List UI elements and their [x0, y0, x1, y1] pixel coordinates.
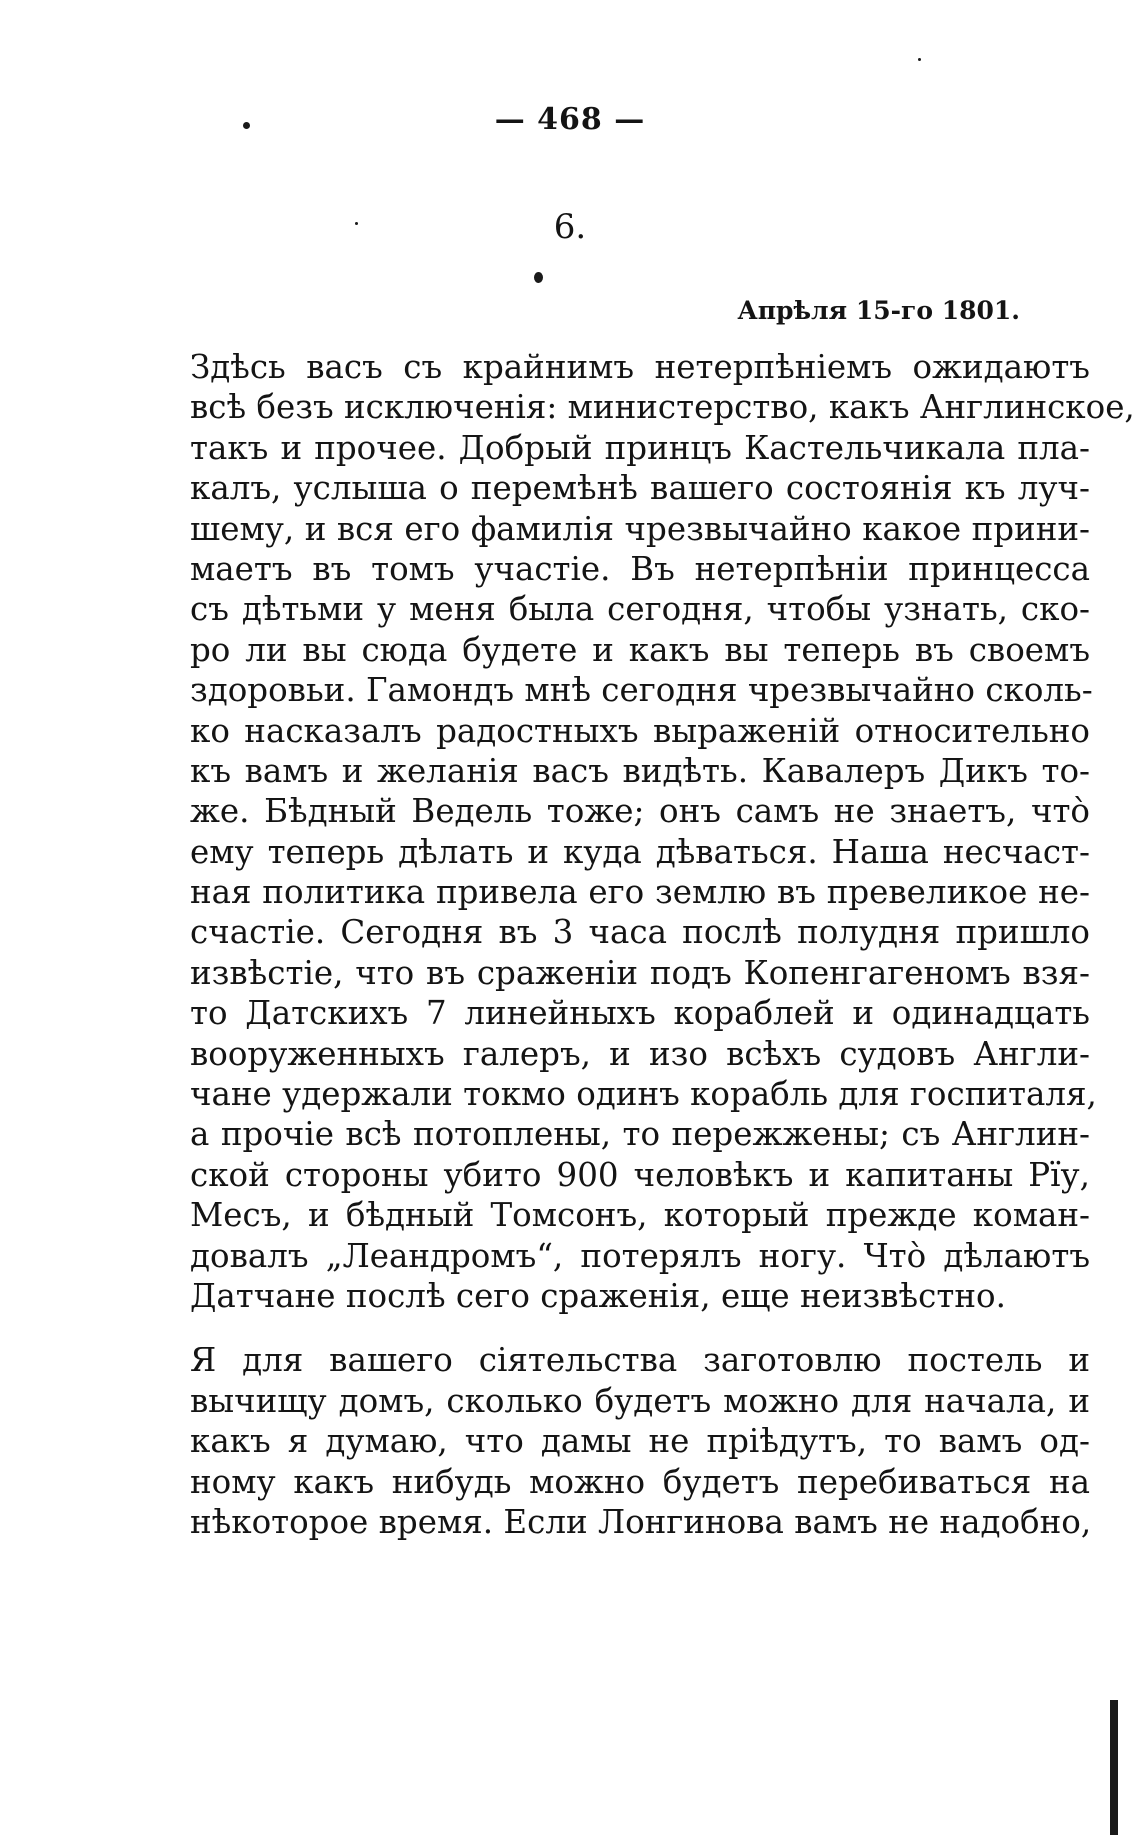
text-line: нѣкоторое время. Если Лонгинова вамъ не надобно, — [190, 1502, 1092, 1541]
text-line: здоровьи. Гамондъ мнѣ сегодня чрезвычайно сколь- — [190, 671, 1093, 710]
text-line: довалъ „Леандромъ“, потерялъ ногу. Что̀ дѣлаютъ — [190, 1236, 1090, 1275]
scan-speck — [918, 58, 921, 61]
text-line: вычищу домъ, сколько будетъ можно для начала, и — [190, 1381, 1090, 1420]
text-line: Месъ, и бѣдный Томсонъ, который прежде коман- — [190, 1196, 1090, 1235]
paragraph-gap — [190, 1316, 1090, 1340]
letter-number: 6. — [553, 207, 587, 247]
text-line: ная политика привела его землю въ превеликое не- — [190, 873, 1090, 912]
text-line: такъ и прочее. Добрый принцъ Кастельчикала пла- — [190, 428, 1090, 467]
text-line: Я для вашего сіятельства заготовлю постель и — [190, 1341, 1090, 1380]
text-line: вооруженныхъ галеръ, и изо всѣхъ судовъ Англи- — [190, 1034, 1090, 1073]
page-number: — 468 — — [494, 102, 646, 137]
letter-date: Апрѣля 15-го 1801. — [737, 296, 1020, 325]
text-line: а прочіе всѣ потоплены, то пережжены; съ Англин- — [190, 1115, 1090, 1154]
text-line: Здѣсь васъ съ крайнимъ нетерпѣніемъ ожидаютъ — [190, 348, 1090, 386]
scan-speck — [243, 122, 250, 129]
text-line: извѣстіе, что въ сраженіи подъ Копенгагеномъ взя- — [190, 953, 1090, 992]
text-line: ному какъ нибудь можно будетъ перебиваться на — [190, 1462, 1090, 1501]
text-line: съ дѣтьми у меня была сегодня, чтобы узнать, ско- — [190, 590, 1090, 629]
text-line: же. Бѣдный Ведель тоже; онъ самъ не знаетъ, что̀ — [190, 792, 1090, 831]
text-line: къ вамъ и желанія васъ видѣть. Кавалеръ Дикъ то- — [190, 751, 1090, 790]
paragraph-1 — [190, 347, 1135, 1316]
text-line: ко насказалъ радостныхъ выраженій относительно — [190, 711, 1090, 750]
text-line: ро ли вы сюда будете и какъ вы теперь въ своемъ — [190, 630, 1090, 669]
scan-speck — [534, 272, 543, 283]
text-line: счастіе. Сегодня въ 3 часа послѣ полудня пришло — [190, 913, 1090, 952]
text-line: ему теперь дѣлать и куда дѣваться. Наша несчаст- — [190, 832, 1090, 871]
letter-body — [190, 347, 1135, 1542]
paragraph-2 — [190, 1340, 1090, 1542]
text-line: ской стороны убито 900 человѣкъ и капитаны Рїу, — [190, 1155, 1090, 1194]
scan-speck — [355, 222, 358, 225]
text-line: какъ я думаю, что дамы не пріѣдутъ, то вамъ од- — [190, 1422, 1090, 1461]
text-line: маетъ въ томъ участіе. Въ нетерпѣніи принцесса — [190, 549, 1090, 588]
text-line: всѣ безъ исключенія: министерство, какъ Англинское, — [190, 388, 1135, 427]
text-line: Датчане послѣ сего сраженія, еще неизвѣстно. — [190, 1276, 1006, 1315]
text-line: то Датскихъ 7 линейныхъ кораблей и одинадцать — [190, 994, 1090, 1033]
scan-edge-mark — [1110, 1700, 1118, 1835]
text-line: чане удержали токмо одинъ корабль для госпиталя, — [190, 1075, 1097, 1114]
text-line: шему, и вся его фамилія чрезвычайно какое прини- — [190, 509, 1090, 548]
text-line: калъ, услыша о перемѣнѣ вашего состоянія къ луч- — [190, 469, 1090, 508]
